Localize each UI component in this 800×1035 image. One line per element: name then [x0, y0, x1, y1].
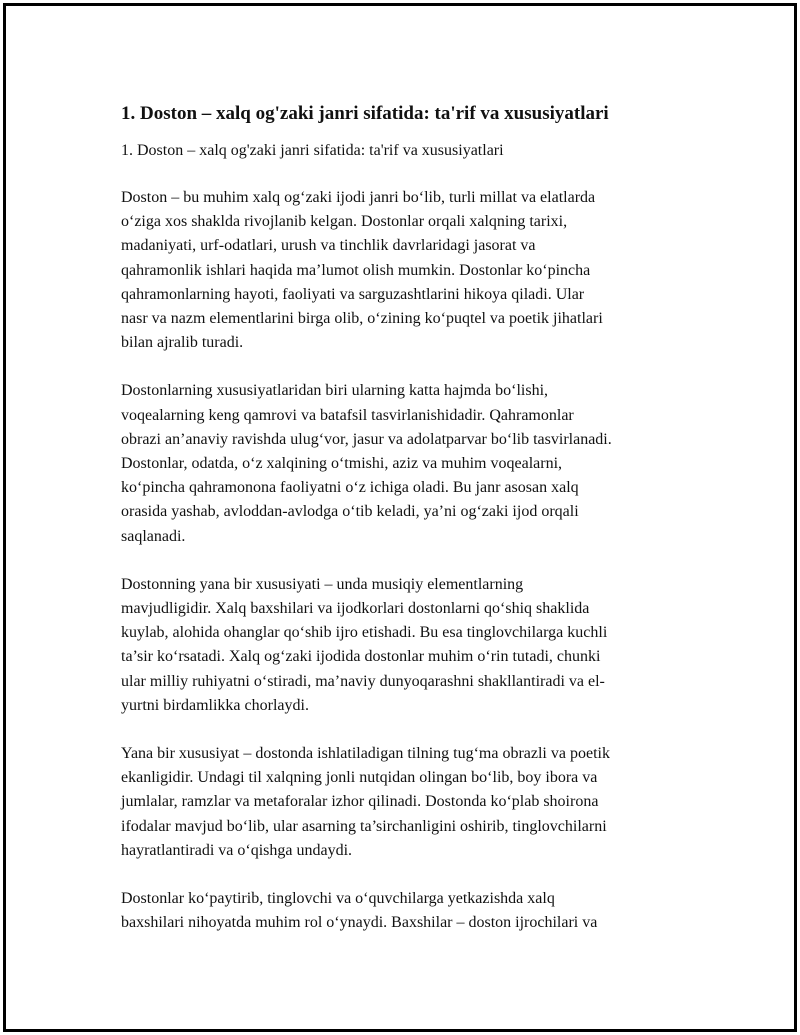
paragraph-line: mavjudligidir. Xalq baxshilari va ijodkorlari dostonlarni qo‘shiq shaklida [121, 600, 590, 618]
paragraph-line: madaniyati, urf-odatlari, urush va tinchlik davrlaridagi jasorat va [121, 237, 536, 255]
paragraph-line: orasida yashab, avloddan-avlodga o‘tib keladi, ya’ni og‘zaki ijod orqali [121, 503, 579, 521]
paragraph-line: baxshilari nihoyatda muhim rol o‘ynaydi. Baxshilar – doston ijrochilari va [121, 914, 598, 932]
paragraph-line: ko‘pincha qahramonona faoliyatni o‘z ichiga oladi. Bu janr asosan xalq [121, 479, 579, 497]
paragraph-line: yurtni birdamlikka chorlaydi. [121, 696, 309, 714]
document-body [121, 102, 691, 959]
paragraph [121, 742, 691, 863]
paragraph-line: qahramonlarning hayoti, faoliyati va sarguzashtlarini hikoya qiladi. Ular [121, 285, 585, 303]
paragraph-line: ular milliy ruhiyatni o‘stiradi, ma’naviy dunyoqarashni shakllantiradi va el- [121, 672, 605, 690]
paragraph-line: ekanligidir. Undagi til xalqning jonli nutqidan olingan bo‘lib, boy ibora va [121, 769, 598, 787]
paragraph-line: Yana bir xususiyat – dostonda ishlatiladigan tilning tug‘ma obrazli va poetik [121, 745, 610, 763]
paragraph-line: kuylab, alohida ohanglar qo‘shib ijro etishadi. Bu esa tinglovchilarga kuchli [121, 624, 608, 642]
paragraph-line: saqlanadi. [121, 527, 186, 545]
document-title: 1. Doston – xalq og'zaki janri sifatida: ta'rif va xususiyatlari [121, 103, 609, 124]
paragraph-line: hayratlantiradi va o‘qishga undaydi. [121, 841, 353, 859]
paragraph [121, 887, 691, 935]
paragraph [121, 379, 691, 548]
paragraph-line: ta’sir ko‘rsatadi. Xalq og‘zaki ijodida dostonlar muhim o‘rin tutadi, chunki [121, 648, 601, 666]
paragraph-line: o‘ziga xos shaklda rivojlanib kelgan. Dostonlar orqali xalqning tarixi, [121, 213, 568, 231]
paragraph-line: Dostonning yana bir xususiyati – unda musiqiy elementlarning [121, 575, 524, 593]
paragraph-line: ifodalar mavjud bo‘lib, ular asarning ta’sirchanligini oshirib, tinglovchilarni [121, 817, 607, 835]
paragraph-line: Dostonlarning xususiyatlaridan biri ularning katta hajmda bo‘lishi, [121, 382, 549, 400]
page-frame [3, 3, 797, 1032]
paragraph [121, 573, 691, 718]
paragraph-line: Dostonlar ko‘paytirib, tinglovchi va o‘quvchilarga yetkazishda xalq [121, 890, 555, 908]
paragraph-line: Doston – bu muhim xalq og‘zaki ijodi janri bo‘lib, turli millat va elatlarda [121, 189, 596, 206]
paragraph-line: nasr va nazm elementlarini birga olib, o‘zining ko‘puqtel va poetik jihatlari [121, 310, 603, 328]
paragraph-line: obrazi an’anaviy ravishda ulug‘vor, jasur va adolatparvar bo‘lib tasvirlanadi. [121, 430, 612, 448]
paragraph [121, 186, 691, 355]
document-subtitle: 1. Doston – xalq og'zaki janri sifatida: ta'rif va xususiyatlari [121, 142, 504, 159]
paragraph-list [121, 186, 691, 935]
paragraph-line: Dostonlar, odatda, o‘z xalqining o‘tmishi, aziz va muhim voqealarni, [121, 455, 563, 473]
paragraph-line: qahramonlik ishlari haqida ma’lumot olish mumkin. Dostonlar ko‘pincha [121, 261, 591, 279]
paragraph-line: voqealarning keng qamrovi va batafsil tasvirlanishidadir. Qahramonlar [121, 406, 574, 424]
paragraph-line: bilan ajralib turadi. [121, 334, 244, 352]
paragraph-line: jumlalar, ramzlar va metaforalar izhor qilinadi. Dostonda ko‘plab shoirona [121, 793, 599, 811]
